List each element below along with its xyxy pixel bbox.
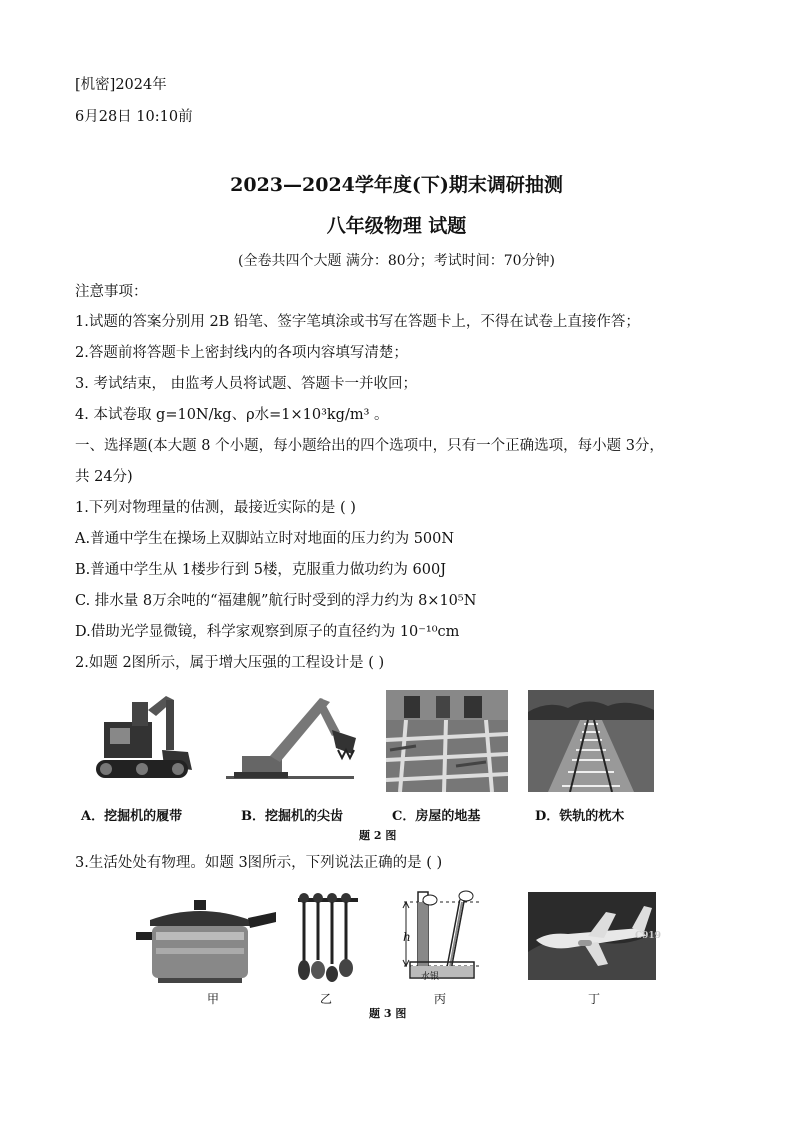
notice-item-1: 1.试题的答案分别用 2B 铅笔、签字笔填涂或书写在答题卡上，不得在试卷上直接作答； xyxy=(75,314,640,330)
section1-heading-line1: 一、选择题(本大题 8 个小题，每小题给出的四个选项中，只有一个正确选项，每小题 3分， xyxy=(75,438,664,454)
excavator-teeth-image xyxy=(222,690,362,792)
plane-text: C919 xyxy=(635,931,661,941)
q2-figure-title: 题 2 图 xyxy=(359,829,397,842)
q1-option-b: B.普通中学生从 1楼步行到 5楼，克服重力做功约为 600J xyxy=(75,562,447,578)
notice-heading: 注意事项： xyxy=(75,284,148,300)
water-label: 水银 xyxy=(421,972,440,982)
notice-item-4: 4. 本试卷取 g=10N/kg、ρ水=1×10³kg/m³ 。 xyxy=(75,407,389,423)
exam-subtitle: 八年级物理 试题 xyxy=(326,215,467,237)
exam-title: 2023—2024学年度(下)期末调研抽测 xyxy=(230,174,563,196)
excavator-tracks-image xyxy=(92,690,204,792)
exam-meta: (全卷共四个大题 满分：80分；考试时间：70分钟) xyxy=(237,253,555,269)
confidential-line-1: [机密]2024年 xyxy=(75,77,167,93)
q1-stem: 1.下列对物理量的估测，最接近实际的是 ( ) xyxy=(75,500,356,516)
railway-sleepers-image xyxy=(528,690,654,792)
q3-stem: 3.生活处处有物理。如题 3图所示，下列说法正确的是 ( ) xyxy=(75,855,443,871)
notice-item-2: 2.答题前将答题卡上密封线内的各项内容填写清楚； xyxy=(75,345,408,361)
q3-label-ding: 丁 xyxy=(588,992,601,1006)
house-foundation-image xyxy=(386,690,508,792)
q2-caption-c: C．房屋的地基 xyxy=(392,809,481,824)
q3-label-jia: 甲 xyxy=(207,992,220,1006)
pressure-cooker-image xyxy=(136,896,278,986)
q3-label-yi: 乙 xyxy=(320,992,333,1006)
q1-option-c: C. 排水量 8万余吨的“福建舰”航行时受到的浮力约为 8×10⁵N xyxy=(75,593,477,609)
q3-label-bing: 丙 xyxy=(434,992,447,1006)
q1-option-d: D.借助光学显微镜，科学家观察到原子的直径约为 10⁻¹⁰cm xyxy=(75,624,460,640)
q2-caption-d: D．铁轨的枕木 xyxy=(535,809,625,824)
section1-heading-line2: 共 24分) xyxy=(75,469,133,485)
q1-option-a: A.普通中学生在操场上双脚站立时对地面的压力约为 500N xyxy=(75,531,455,547)
notice-item-3: 3. 考试结束， 由监考人员将试题、答题卡一并收回； xyxy=(75,376,418,392)
q2-caption-a: A．挖掘机的履带 xyxy=(81,809,183,824)
h-label: h xyxy=(403,930,411,944)
confidential-line-2: 6月28日 10:10前 xyxy=(75,109,193,125)
q3-figure-title: 题 3 图 xyxy=(369,1007,407,1020)
q2-caption-b: B．挖掘机的尖齿 xyxy=(241,809,343,824)
ladles-image xyxy=(296,890,360,986)
q2-stem: 2.如题 2图所示，属于增大压强的工程设计是 ( ) xyxy=(75,655,385,671)
